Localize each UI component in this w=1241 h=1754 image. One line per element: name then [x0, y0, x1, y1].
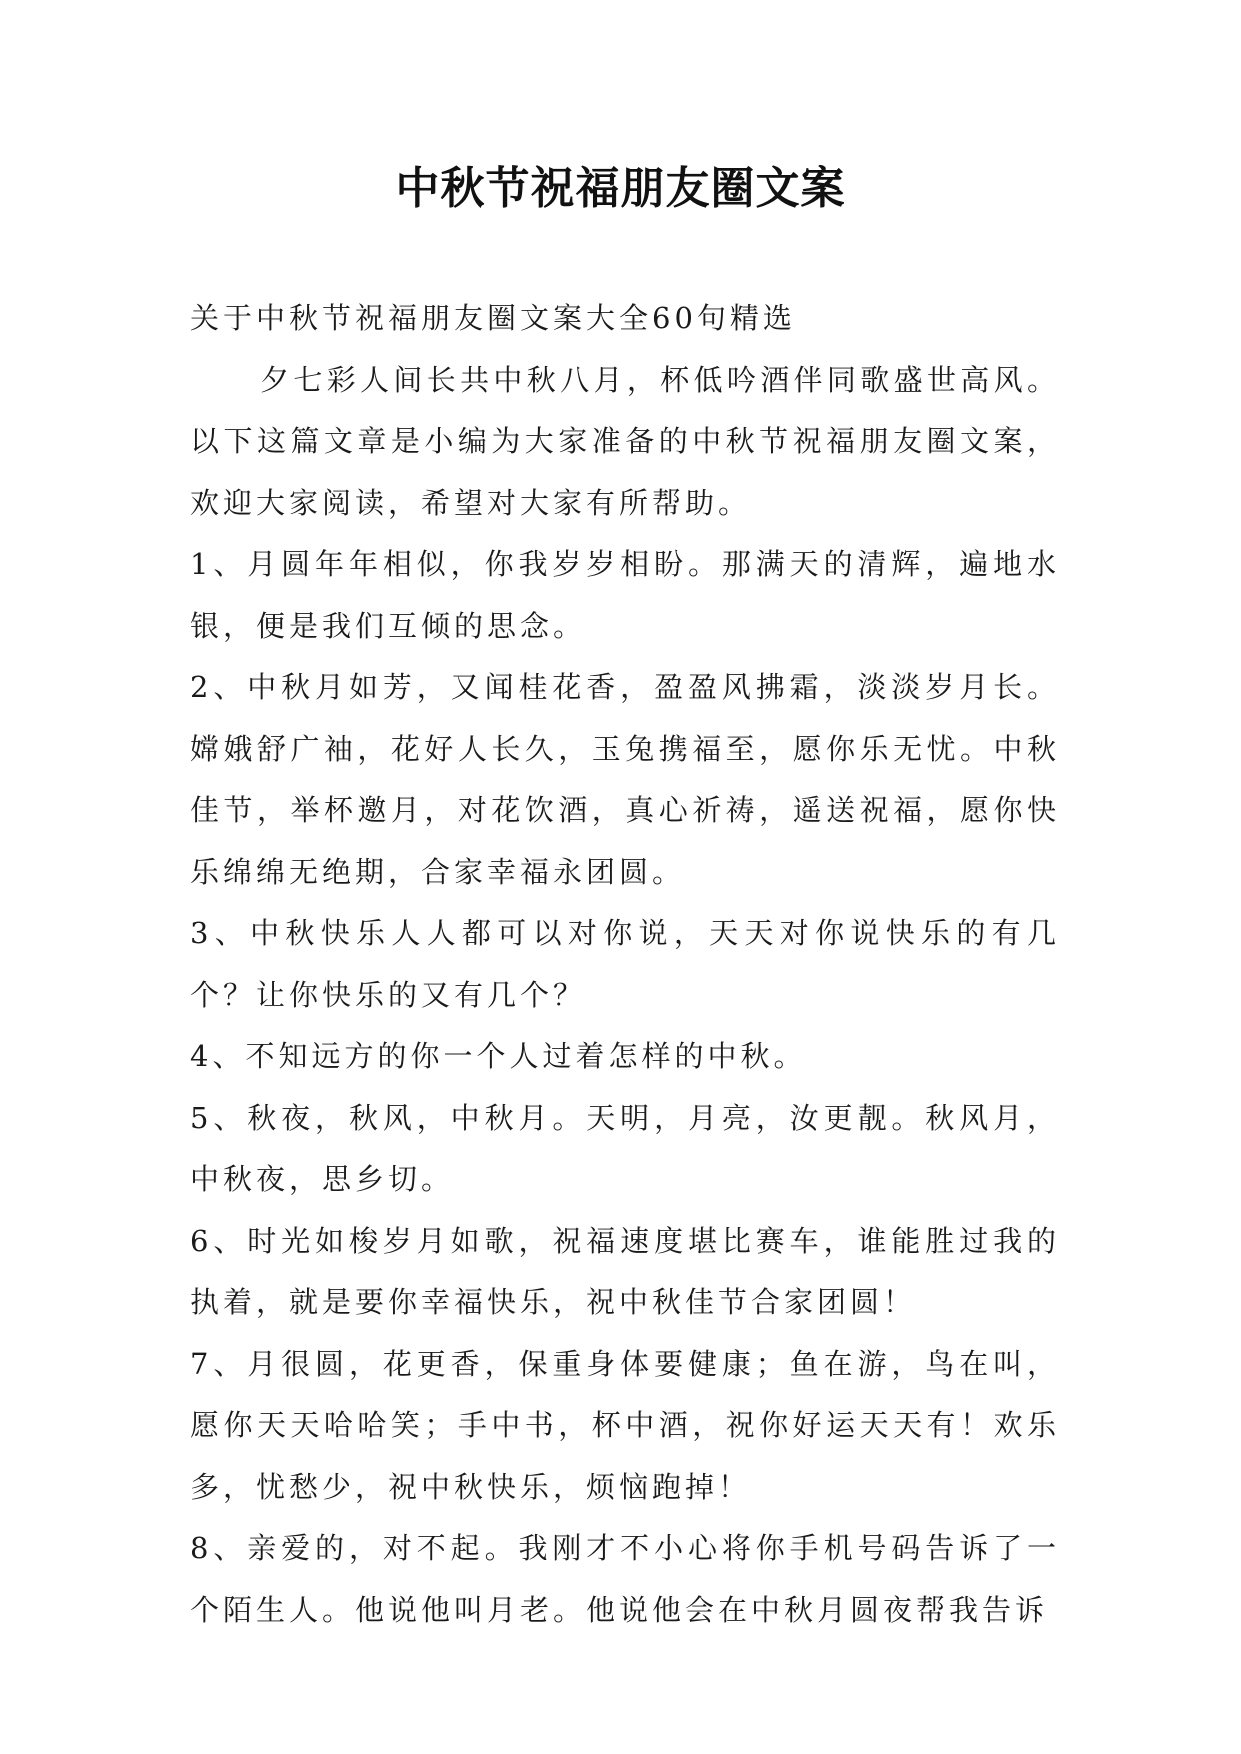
list-item: 5、秋夜，秋风，中秋月。天明，月亮，汝更靓。秋风月，中秋夜，思乡切。 — [190, 1100, 1060, 1196]
intro-paragraph: 夕七彩人间长共中秋八月，杯低吟酒伴同歌盛世高风。以下这篇文章是小编为大家准备的中秋节祝福朋友圈文案，欢迎大家阅读，希望对大家有所帮助。 — [190, 362, 1060, 520]
document-title: 中秋节祝福朋友圈文案 — [395, 163, 846, 214]
list-item: 7、月很圆，花更香，保重身体要健康；鱼在游，鸟在叫，愿你天天哈哈笑；手中书，杯中酒，祝你好运天天有！欢乐多，忧愁少，祝中秋快乐，烦恼跑掉！ — [190, 1346, 1060, 1504]
document-body — [190, 288, 1060, 1641]
list-item: 6、时光如梭岁月如歌，祝福速度堪比赛车，谁能胜过我的执着，就是要你幸福快乐，祝中秋佳节合家团圆！ — [190, 1223, 1060, 1319]
list-item: 3、中秋快乐人人都可以对你说，天天对你说快乐的有几个？让你快乐的又有几个？ — [190, 916, 1060, 1012]
list-item: 8、亲爱的，对不起。我刚才不小心将你手机号码告诉了一个陌生人。他说他叫月老。他说他会在中秋月圆夜帮我告诉 — [190, 1531, 1060, 1627]
list-item: 4、不知远方的你一个人过着怎样的中秋。 — [190, 1039, 807, 1073]
list-item: 2、中秋月如芳，又闻桂花香，盈盈风拂霜，淡淡岁月长。嫦娥舒广袖，花好人长久，玉兔携福至，愿你乐无忧。中秋佳节，举杯邀月，对花饮酒，真心祈祷，遥送祝福，愿你快乐绵绵无绝期，合家幸福永团圆。 — [190, 670, 1060, 889]
list-item: 1、月圆年年相似，你我岁岁相盼。那满天的清辉，遍地水银，便是我们互倾的思念。 — [190, 547, 1060, 643]
document-subtitle: 关于中秋节祝福朋友圈文案大全60句精选 — [190, 301, 796, 335]
